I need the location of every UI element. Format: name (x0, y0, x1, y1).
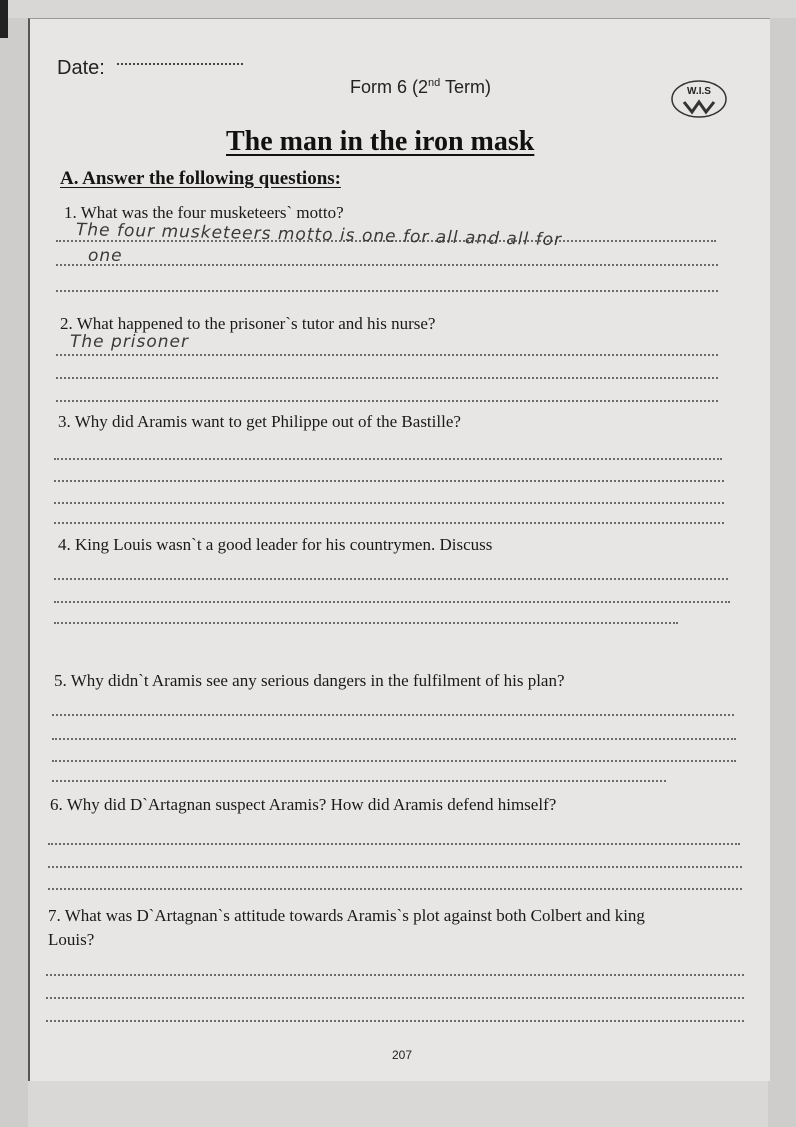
answer-line[interactable] (54, 622, 678, 624)
question-1: 1. What was the four musketeers` motto? (64, 203, 344, 222)
answer-line[interactable] (52, 780, 666, 782)
question-5: 5. Why didn`t Aramis see any serious dangers in the fulfilment of his plan? (54, 671, 565, 690)
logo-text: W.I.S (687, 86, 711, 97)
answer-line[interactable] (54, 578, 728, 580)
answer-line[interactable] (52, 714, 734, 716)
answer-line[interactable] (46, 974, 744, 976)
answer-line[interactable] (56, 354, 718, 356)
date-blank[interactable] (117, 63, 243, 65)
form-sup: nd (428, 77, 441, 89)
answer-line[interactable] (48, 866, 742, 868)
answer-line[interactable] (48, 843, 740, 845)
question-2: 2. What happened to the prisoner`s tutor and his nurse? (60, 314, 436, 333)
form-prefix: Form 6 (2 (350, 77, 429, 97)
handwritten-answer: The four musketeers motto is one for all and all for (75, 220, 563, 251)
question-7-continued: Louis? (48, 930, 95, 949)
answer-line[interactable] (52, 738, 736, 740)
question-3: 3. Why did Aramis want to get Philippe out of the Bastille? (58, 412, 461, 431)
answer-line[interactable] (56, 400, 718, 402)
page-below (28, 1080, 768, 1127)
answer-line[interactable] (48, 888, 742, 890)
answer-line[interactable] (56, 264, 718, 266)
handwritten-answer: The prisoner (70, 332, 190, 352)
answer-line[interactable] (54, 502, 724, 504)
answer-line[interactable] (56, 377, 718, 379)
form-term-label (350, 77, 491, 98)
handwritten-answer: one (88, 246, 123, 266)
answer-line[interactable] (56, 290, 718, 292)
answer-line[interactable] (52, 760, 736, 762)
form-suffix: Term) (440, 77, 491, 97)
question-4: 4. King Louis wasn`t a good leader for his countrymen. Discuss (58, 535, 493, 554)
answer-line[interactable] (46, 1020, 744, 1022)
question-7: 7. What was D`Artagnan`s attitude towards Aramis`s plot against both Colbert and king (48, 906, 645, 925)
answer-line[interactable] (54, 601, 730, 603)
page-top-edge (0, 0, 796, 18)
answer-line[interactable] (46, 997, 744, 999)
section-heading: A. Answer the following questions: (60, 168, 341, 189)
answer-line[interactable] (54, 480, 724, 482)
answer-line[interactable] (54, 522, 724, 524)
school-logo (670, 78, 728, 120)
date-label: Date: (57, 57, 105, 79)
page-number: 207 (392, 1048, 413, 1062)
page-title: The man in the iron mask (226, 126, 535, 157)
answer-line[interactable] (54, 458, 722, 460)
binder-corner (0, 0, 8, 38)
question-6: 6. Why did D`Artagnan suspect Aramis? How did Aramis defend himself? (50, 795, 557, 814)
